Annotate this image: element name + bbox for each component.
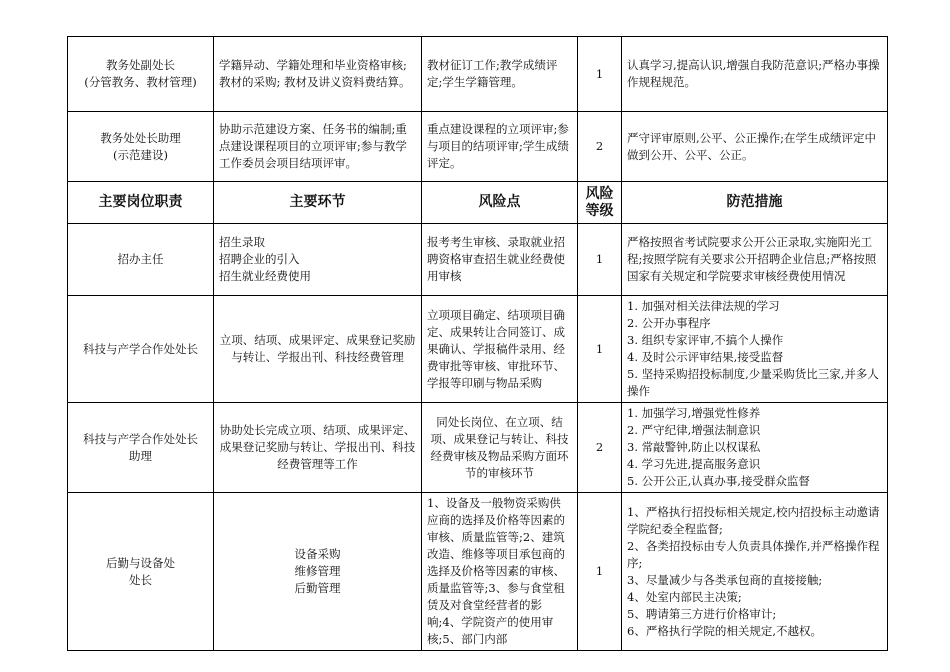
measure-item: 4. 及时公示评审结果,接受监督 [627,350,784,364]
position-cell [68,112,214,182]
header-risk: 风险点 [422,182,578,224]
position-subtitle: 处长 [129,572,152,587]
position-title: 科技与产学合作处处长 [83,341,198,356]
measure-item: 2. 公开办事程序 [627,316,711,330]
measure-item: 5. 公开公正,认真办事,接受群众监督 [627,474,810,488]
risk-cell: 立项项目确定、结项项目确定、成果转让合同签订、成果确认、学报稿件录用、经费审批等审核、审批环节、学报等印刷与物品采购 [422,296,578,403]
step-item: 招聘企业的引入 [219,252,300,266]
measure-item: 3、尽量减少与各类承包商的直接接触; [627,572,823,587]
risk-cell: 1、设备及一般物资采购供应商的选择及价格等因素的审核、质量监管等;2、建筑改造、维修等项目承包商的选择及价格等因素的审核、质量监管等;3、参与食堂租赁及对食堂经营者的影响;4、学院资产的使用审核;5、部门内部 [422,493,578,651]
measure-item: 2、各类招投标由专人负责具体操作,并严格操作程序; [627,538,880,570]
position-cell [68,403,214,493]
step-item: 招生就业经费使用 [219,269,311,283]
measures-cell: 严格按照省考试院要求公开公正录取,实施阳光工程;按照学院有关要求公开招聘企业信息;严格按照国家有关规定和学院要求审核经费使用情况 [622,224,888,296]
table-row [68,224,888,296]
position-title: 招办主任 [117,252,164,266]
table-row [68,296,888,403]
risk-cell: 同处长岗位、在立项、结项、成果登记与转让、科技经费审核及物品采购方面环节的审核环节 [422,403,578,493]
step-cell: 学籍异动、学籍处理和毕业资格审核;教材的采购; 教材及讲义资料费结算。 [214,37,422,112]
step-cell: 协助示范建设方案、任务书的编制;重点建设课程项目的立项评审;参与教学工作委员会项目结项评审。 [214,112,422,182]
step-cell: 协助处长完成立项、结项、成果评定、成果登记奖励与转让、学报出刊、科技经费管理等工作 [214,403,422,493]
level-cell: 2 [578,403,622,493]
measures-cell [622,403,888,493]
header-position: 主要岗位职责 [68,182,214,224]
measure-item: 4、处室内部民主决策; [627,589,742,604]
step-cell: 立项、结项、成果评定、成果登记奖励与转让、学报出刊、科技经费管理 [214,296,422,403]
step-item: 招生录取 [219,235,265,249]
header-measures: 防范措施 [622,182,888,224]
position-title: 教务处副处长 [106,58,175,72]
position-cell [68,493,214,651]
table-row [68,493,888,651]
level-cell: 1 [578,224,622,296]
measure-item: 3. 常敲警钟,防止以权谋私 [627,440,761,454]
step-cell [214,493,422,651]
measure-item: 3. 组织专家评审,不搞个人操作 [627,333,784,347]
measures-cell: 严守评审原则,公平、公正操作;在学生成绩评定中做到公开、公平、公正。 [622,112,888,182]
measure-item: 4. 学习先进,提高服务意识 [627,457,761,471]
measure-item: 6、严格执行学院的相关规定,不越权。 [627,623,822,638]
risk-cell: 重点建设课程的立项评审;参与项目的结项评审;学生成绩评定。 [422,112,578,182]
measures-cell [622,493,888,651]
position-cell [68,37,214,112]
risk-table [67,36,888,651]
measure-item: 1. 加强对相关法律法规的学习 [627,299,780,313]
level-cell: 1 [578,493,622,651]
step-item: 维修管理 [294,564,341,578]
table-row [68,403,888,493]
measures-cell: 认真学习,提高认识,增强自我防范意识;严格办事操作规程规范。 [622,37,888,112]
position-title: 后勤与设备处 [106,555,175,570]
level-cell: 1 [578,296,622,403]
position-title: 教务处处长助理 [100,130,181,145]
level-cell: 2 [578,112,622,182]
header-level: 风险 等级 [578,182,622,224]
risk-cell: 报考考生审核、录取就业招聘资格审查招生就业经费使用审核 [422,224,578,296]
position-title: 科技与产学合作处处长 [83,431,198,446]
table-header-row [68,182,888,224]
risk-cell: 教材征订工作;教学成绩评定;学生学籍管理。 [422,37,578,112]
measure-item: 5. 坚持采购招投标制度,少量采购货比三家,并多人操作 [627,367,879,398]
measure-item: 1、严格执行招投标相关规定,校内招投标主动邀请学院纪委全程监督; [627,504,880,536]
position-subtitle: (示范建设) [113,147,168,162]
step-item: 设备采购 [294,547,341,561]
measure-item: 2. 严守纪律,增强法制意识 [627,423,761,437]
table-row [68,37,888,112]
step-cell [214,224,422,296]
position-subtitle: (分管教务、教材管理) [84,75,197,89]
level-cell: 1 [578,37,622,112]
measures-cell [622,296,888,403]
position-subtitle: 助理 [129,448,152,463]
measure-item: 5、聘请第三方进行价格审计; [627,606,777,621]
measure-item: 1. 加强学习,增强党性修养 [627,406,761,420]
step-item: 后勤管理 [294,581,341,595]
header-step: 主要环节 [214,182,422,224]
position-cell [68,296,214,403]
position-cell [68,224,214,296]
table-row [68,112,888,182]
